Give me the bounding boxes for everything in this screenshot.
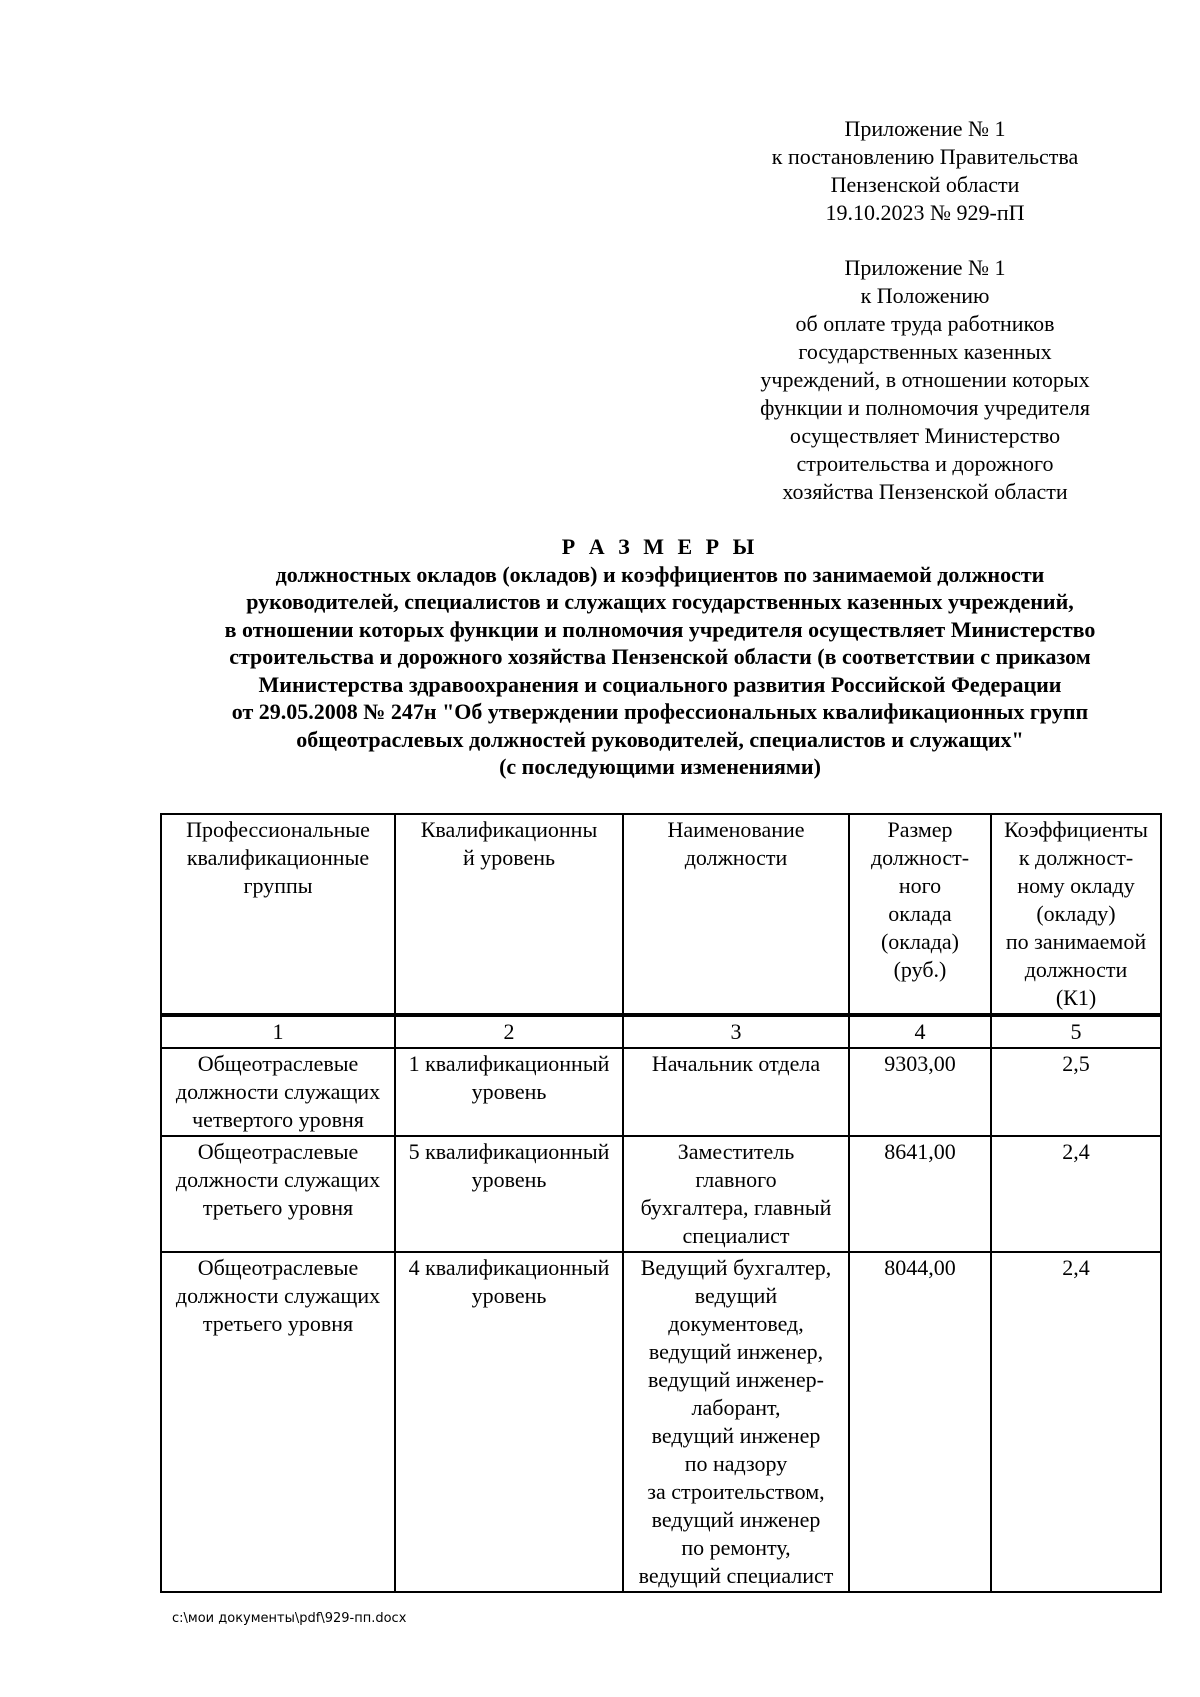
appendix-line: Приложение № 1	[844, 116, 1006, 141]
appendix-line: 19.10.2023 № 929-пП	[825, 200, 1025, 225]
header-cell-position: Наименование должности	[623, 814, 849, 1014]
header-cell-coefficient: Коэффициенты к должност- ному окладу (окладу) по занимаемой должности (К1)	[991, 814, 1161, 1014]
appendix-government-resolution	[660, 115, 1190, 227]
appendix-line: государственных казенных	[798, 339, 1052, 364]
cell-coefficient: 2,5	[991, 1048, 1161, 1136]
cell-salary: 8044,00	[849, 1252, 991, 1592]
appendix-line: функции и полномочия учредителя	[760, 395, 1090, 420]
cell-position: Ведущий бухгалтер, ведущий документовед, ведущий инженер, ведущий инженер- лаборант, ведущий инженер по надзору за строительством, ведущий инженер по ремонту, ведущий специалист	[623, 1252, 849, 1592]
file-path-footer: c:\мои документы\pdf\929-пп.docx	[172, 1611, 407, 1626]
header-cell-salary: Размер должност- ного оклада (оклада) (руб.)	[849, 814, 991, 1014]
cell-level: 4 квалификационный уровень	[395, 1252, 623, 1592]
title-line: должностных окладов (окладов) и коэффициентов по занимаемой должности	[275, 561, 1045, 587]
column-number: 4	[849, 1016, 991, 1048]
title-line: (с последующими изменениями)	[499, 754, 821, 779]
appendix-line: строительства и дорожного	[796, 451, 1054, 476]
appendix-line: Пензенской области	[830, 172, 1020, 197]
cell-group: Общеотраслевые должности служащих четвертого уровня	[161, 1048, 395, 1136]
cell-group: Общеотраслевые должности служащих третьего уровня	[161, 1136, 395, 1252]
column-number: 2	[395, 1016, 623, 1048]
appendix-line: к Положению	[860, 283, 990, 308]
table-row	[161, 1136, 1161, 1252]
cell-position: Начальник отдела	[623, 1048, 849, 1136]
cell-group: Общеотраслевые должности служащих третьего уровня	[161, 1252, 395, 1592]
salary-table-body	[160, 1015, 1162, 1593]
header-cell-group: Профессиональные квалификационные группы	[161, 814, 395, 1014]
title-line: в отношении которых функции и полномочия учредителя осуществляет Министерство	[224, 616, 1096, 642]
appendix-line: учреждений, в отношении которых	[760, 367, 1090, 392]
title-line: от 29.05.2008 № 247н "Об утверждении профессиональных квалификационных групп	[231, 699, 1089, 724]
title-line: руководителей, специалистов и служащих государственных казенных учреждений,	[246, 589, 1074, 614]
column-number: 1	[161, 1016, 395, 1048]
cell-coefficient: 2,4	[991, 1136, 1161, 1252]
cell-level: 5 квалификационный уровень	[395, 1136, 623, 1252]
title-heading: Р А З М Е Р Ы	[561, 534, 759, 559]
cell-level: 1 квалификационный уровень	[395, 1048, 623, 1136]
table-header-row	[161, 814, 1161, 1014]
cell-salary: 9303,00	[849, 1048, 991, 1136]
appendix-regulation	[660, 254, 1190, 506]
title-line: строительства и дорожного хозяйства Пензенской области (в соответствии с приказом	[229, 644, 1091, 669]
cell-coefficient: 2,4	[991, 1252, 1161, 1592]
table-row	[161, 1048, 1161, 1136]
title-line: Министерства здравоохранения и социального развития Российской Федерации	[258, 671, 1062, 697]
title-line: общеотраслевых должностей руководителей, специалистов и служащих"	[296, 726, 1024, 752]
appendix-line: об оплате труда работников	[795, 311, 1055, 336]
appendix-line: к постановлению Правительства	[771, 144, 1079, 169]
appendix-line: осуществляет Министерство	[789, 423, 1061, 448]
appendix-line: хозяйства Пензенской области	[782, 479, 1068, 504]
column-number: 5	[991, 1016, 1161, 1048]
table-row	[161, 1252, 1161, 1592]
column-number: 3	[623, 1016, 849, 1048]
document-title	[150, 533, 1170, 781]
salary-table-header	[160, 813, 1162, 1015]
header-cell-level: Квалификационны й уровень	[395, 814, 623, 1014]
cell-position: Заместитель главного бухгалтера, главный специалист	[623, 1136, 849, 1252]
cell-salary: 8641,00	[849, 1136, 991, 1252]
column-number-row	[161, 1016, 1161, 1048]
appendix-line: Приложение № 1	[844, 255, 1006, 280]
